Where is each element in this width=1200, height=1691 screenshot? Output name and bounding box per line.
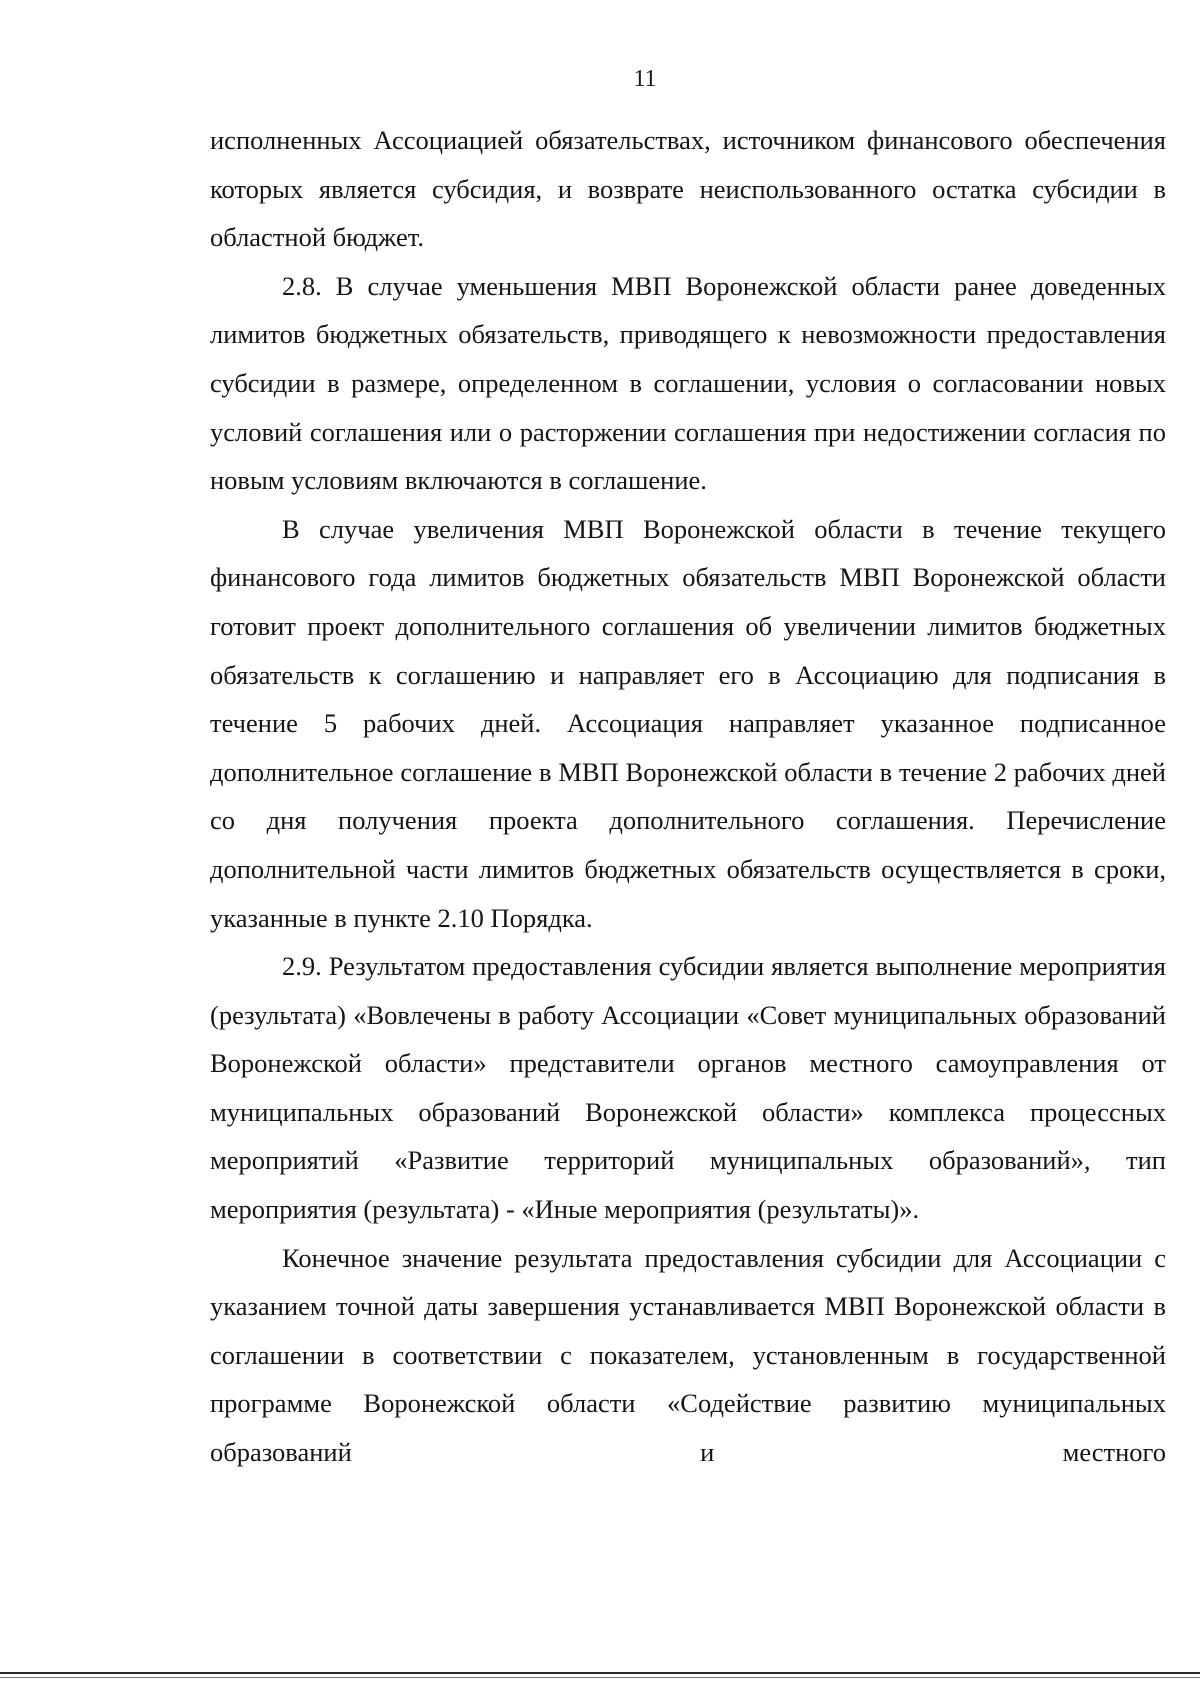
bottom-edge-line xyxy=(0,1672,1200,1674)
page-number: 11 xyxy=(633,66,657,92)
paragraph-continuation: исполненных Ассоциацией обязательствах, источником финансового обеспечения которых является субсидия, и возврате неиспользованного остатка субсидии в областной бюджет. xyxy=(210,125,1166,253)
paragraph-2-9: 2.9. Результатом предоставления субсидии является выполнение мероприятия (результата) «Вовлечены в работу Ассоциации «Совет муниципальных образований Воронежской области» представители органов местного самоуправления от муниципальных образований Воронежской области» комплекса процессных мероприятий «Развитие территорий муниципальных образований», тип мероприятия (результата) - «Иные мероприятия (результаты)». xyxy=(210,951,1166,1225)
document-body xyxy=(210,116,1166,1477)
paragraph-limits-increase: В случае увеличения МВП Воронежской области в течение текущего финансового года лимитов бюджетных обязательств МВП Воронежской области готовит проект дополнительного соглашения об увеличении лимитов бюджетных обязательств к соглашению и направляет его в Ассоциацию для подписания в течение 5 рабочих дней. Ассоциация направляет указанное подписанное дополнительное соглашение в МВП Воронежской области в течение 2 рабочих дней со дня получения проекта дополнительного соглашения. Перечисление дополнительной части лимитов бюджетных обязательств осуществляется в сроки, указанные в пункте 2.10 Порядка. xyxy=(210,513,1166,933)
bottom-edge-line-thin xyxy=(0,1677,1200,1678)
paragraph-final-value: Конечное значение результата предоставления субсидии для Ассоциации с указанием точной даты завершения устанавливается МВП Воронежской области в соглашении в соответствии с показателем, установленным в государственной программе Воронежской области «Содействие развитию муниципальных образований и местного xyxy=(210,1242,1166,1468)
paragraph-2-8: 2.8. В случае уменьшения МВП Воронежской области ранее доведенных лимитов бюджетных обязательств, приводящего к невозможности предоставления субсидии в размере, определенном в соглашении, условия о согласовании новых условий соглашения или о расторжении соглашения при недостижении согласия по новым условиям включаются в соглашение. xyxy=(210,270,1166,496)
